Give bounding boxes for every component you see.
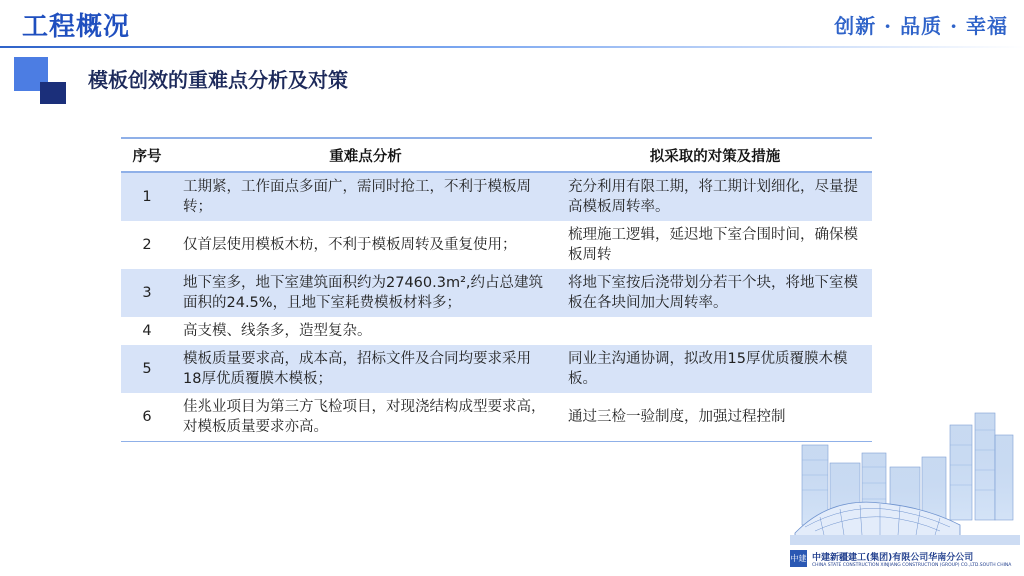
company-name-en: CHINA STATE CONSTRUCTION XINJIANG CONSTRUCTION (GROUP) CO.,LTD.SOUTH CHINA [812,563,1012,568]
page-title: 工程概况 [22,12,131,42]
city-skyline-illustration [790,405,1020,545]
table-row [121,393,872,442]
header-measure: 拟采取的对策及措施 [558,138,872,172]
table-row [121,345,872,393]
row-measure: 充分利用有限工期，将工期计划细化，尽量提高模板周转率。 [558,172,872,221]
table-header-row [121,138,872,172]
row-number: 3 [121,269,173,317]
row-measure: 梳理施工逻辑，延迟地下室合围时间，确保模板周转 [568,227,858,263]
row-analysis: 地下室多，地下室建筑面积约为27460.3m²,约占总建筑面积的24.5%，且地下室耗费模板材料多； [173,269,558,317]
row-analysis: 高支模、线条多，造型复杂。 [183,323,372,339]
table-row [121,317,872,345]
row-number: 1 [121,172,173,221]
row-measure: 通过三检一验制度，加强过程控制 [558,393,872,442]
row-measure: 将地下室按后浇带划分若干个块，将地下室模板在各块间加大周转率。 [558,269,872,317]
company-name: 中建新疆建工(集团)有限公司华南分公司 [812,553,974,563]
row-number: 5 [121,345,173,393]
company-logo: 中建 [790,550,807,567]
difficulty-table [121,137,872,442]
table-row [121,269,872,317]
section-subtitle: 模板创效的重难点分析及对策 [88,68,348,92]
row-analysis: 仅首层使用模板木枋，不利于模板周转及重复使用； [183,237,517,253]
row-analysis: 工期紧，工作面点多面广，需同时抢工，不利于模板周转； [173,172,558,221]
decor-square-small [40,82,66,104]
row-analysis: 佳兆业项目为第三方飞检项目，对现浇结构成型要求高，对模板质量要求亦高。 [173,393,558,442]
table-row [121,221,872,269]
row-number: 6 [121,393,173,442]
row-number: 2 [142,237,152,253]
row-number: 4 [142,323,152,339]
header-num: 序号 [121,138,173,172]
row-analysis: 模板质量要求高，成本高，招标文件及合同均要求采用18厚优质覆膜木模板； [173,345,558,393]
row-measure [558,317,872,345]
header-analysis: 重难点分析 [173,138,558,172]
title-divider [0,46,1024,48]
table-row [121,172,872,221]
slogan: 创新 · 品质 · 幸福 [834,14,1008,38]
row-measure: 同业主沟通协调，拟改用15厚优质覆膜木模板。 [558,345,872,393]
